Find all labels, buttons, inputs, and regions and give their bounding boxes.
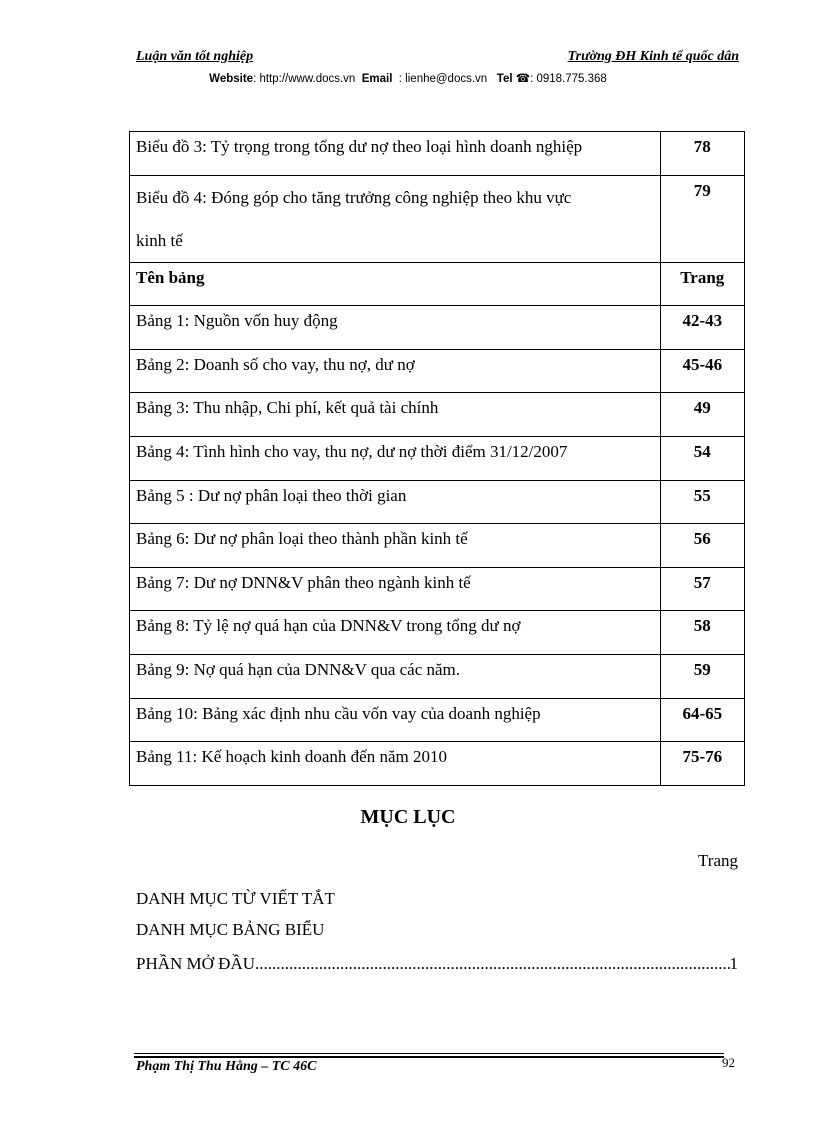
row-title: Bảng 4: Tình hình cho vay, thu nợ, dư nợ thời điểm 31/12/2007: [136, 441, 568, 461]
row-page: 59: [693, 659, 711, 679]
row-page: 79: [693, 180, 711, 200]
email-label: Email: [361, 73, 393, 85]
row-page: 49: [693, 398, 711, 418]
row-title: Bảng 9: Nợ quá hạn của DNN&V qua các năm.: [136, 659, 461, 679]
row-title: Bảng 5 : Dư nợ phân loại theo thời gian: [136, 485, 407, 505]
row-page: 57: [693, 572, 711, 592]
row-title: Bảng 6: Dư nợ phân loại theo thành phần kinh tế: [136, 529, 468, 549]
row-page: 45-46: [682, 354, 723, 374]
toc-item-page: 1: [729, 954, 738, 973]
toc-item-introduction: [136, 954, 738, 974]
website-label: Website: [209, 73, 254, 85]
table-row: [130, 132, 745, 176]
row-page: 42-43: [682, 311, 723, 331]
row-title: Bảng 1: Nguồn vốn huy động: [136, 311, 338, 331]
footer-rule-thick: [134, 1056, 724, 1058]
table-row: [130, 175, 745, 262]
row-page: 75-76: [682, 747, 723, 767]
header-thesis-label: Luận văn tốt nghiệp: [136, 49, 254, 64]
table-row: [130, 393, 745, 437]
row-title: Bảng 8: Tỷ lệ nợ quá hạn của DNN&V trong tổng dư nợ: [136, 616, 521, 636]
row-page: 55: [693, 485, 711, 505]
tel-value: : 0918.775.368: [530, 73, 607, 85]
table-row: [130, 654, 745, 698]
row-page: 58: [693, 616, 711, 636]
row-title: Bảng 11: Kế hoạch kinh doanh đến năm 2010: [136, 747, 447, 767]
row-page: 78: [693, 137, 711, 156]
toc-title: MỤC LỤC: [360, 806, 456, 828]
toc-item-tables-list: DANH MỤC BẢNG BIỂU: [136, 920, 325, 939]
toc-item-label: PHẦN MỞ ĐẦU: [136, 954, 256, 973]
figure-table-list: [129, 131, 745, 786]
column-header-title: Tên bảng: [136, 267, 205, 287]
header-contact-line: [0, 71, 816, 85]
table-row: [130, 306, 745, 350]
table-row: [130, 480, 745, 524]
row-title: Biểu đồ 3: Tỷ trọng trong tổng dư nợ theo loại hình doanh nghiệp: [136, 137, 583, 156]
row-title: Biểu đồ 4: Đóng góp cho tăng trưởng công nghiệp theo khu vực kinh tế: [136, 187, 572, 250]
website-value: : http://www.docs.vn: [253, 73, 356, 85]
row-title: Bảng 3: Thu nhập, Chi phí, kết quả tài chính: [136, 398, 439, 418]
row-page: 56: [693, 529, 711, 549]
tel-label: Tel: [496, 73, 513, 85]
email-value: : lienhe@docs.vn: [398, 73, 488, 85]
toc-page-column-label: Trang: [698, 851, 738, 870]
phone-icon: ☎: [515, 73, 531, 85]
footer-rule-thin: [134, 1053, 724, 1054]
footer-author: Phạm Thị Thu Hằng – TC 46C: [136, 1059, 317, 1074]
table-header-row: [130, 262, 745, 306]
row-title: Bảng 10: Bảng xác định nhu cầu vốn vay của doanh nghiệp: [136, 703, 541, 723]
table-row: [130, 742, 745, 786]
page-number: 92: [722, 1055, 735, 1070]
header-university: Trường ĐH Kinh tế quốc dân: [567, 49, 739, 64]
row-title: Bảng 2: Doanh số cho vay, thu nợ, dư nợ: [136, 354, 415, 374]
table-row: [130, 524, 745, 568]
table-row: [130, 567, 745, 611]
toc-item-abbreviations: DANH MỤC TỪ VIẾT TẮT: [136, 889, 335, 908]
row-page: 64-65: [682, 703, 723, 723]
table-row: [130, 349, 745, 393]
table-row: [130, 611, 745, 655]
row-page: 54: [693, 441, 711, 461]
row-title: Bảng 7: Dư nợ DNN&V phân theo ngành kinh tế: [136, 572, 471, 592]
table-row: [130, 436, 745, 480]
table-row: [130, 698, 745, 742]
column-header-page: Trang: [680, 267, 725, 287]
toc-leader-dots: [255, 954, 729, 974]
